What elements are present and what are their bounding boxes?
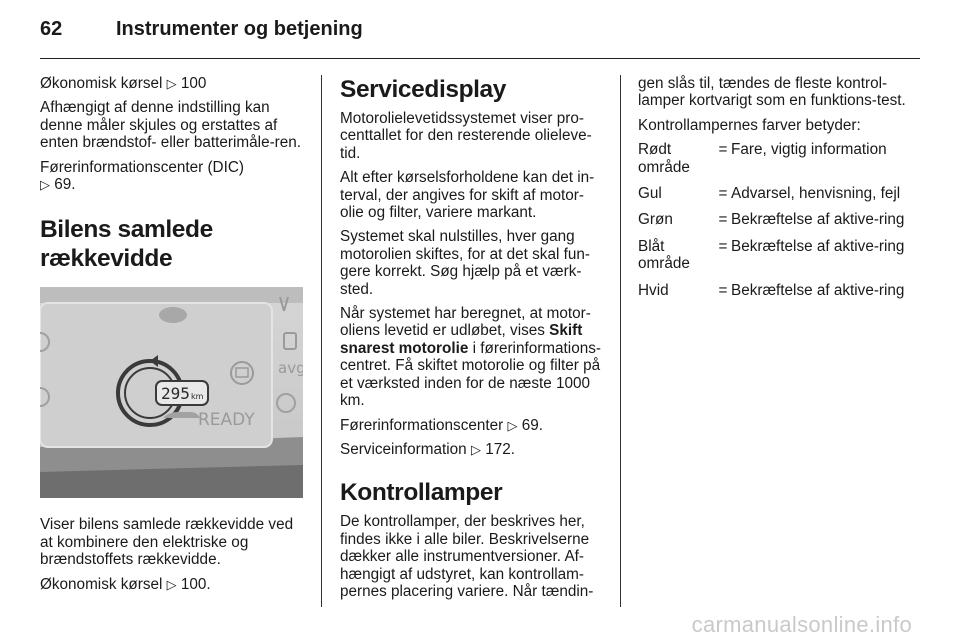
paragraph: Kontrollampernes farver betyder: — [638, 116, 861, 134]
range-unit: km — [191, 392, 204, 402]
ready-text: READY — [198, 410, 255, 431]
definition-text: Bekræftelse af aktive-ring — [731, 211, 905, 229]
photo-caption: Viser bilens samlede rækkevidde ved at kombinere den elektriske og brændstoffets rækkevidde. — [40, 516, 294, 569]
section-heading: Kontrollamper — [340, 479, 503, 507]
cluster-photo-image — [40, 287, 303, 498]
definition-term: Blåt område — [638, 237, 690, 273]
column-divider-2 — [620, 75, 621, 607]
crossref-arrow-icon: ▷ — [470, 441, 481, 457]
section-heading: Bilens samlede rækkevidde — [40, 216, 213, 273]
crossref-dic: Førerinformationscenter ▷ 69. — [340, 416, 543, 434]
definition-term: Grøn — [638, 211, 673, 229]
paragraph: Når systemet har beregnet, at motor-oliens levetid er udløbet, vises Skift snarest motorolie i førerinformations-centret. Få skiftet motorolie og filter på et værksted inden for de næste 1000 km. — [340, 305, 601, 410]
crossref-link[interactable]: 100. — [180, 575, 211, 593]
definition-text: Bekræftelse af aktive-ring — [731, 281, 905, 299]
definition-text: Advarsel, henvisning, fejl — [731, 185, 901, 203]
crossref-arrow-icon: ▷ — [166, 76, 177, 91]
paragraph: Afhængigt af denne indstilling kan denne måler skjules og erstattes af enten brændstof- eller batterimåle-ren. — [40, 99, 302, 152]
equals-sign: = — [718, 185, 728, 203]
crossref-service: Serviceinformation ▷ 172. — [340, 440, 515, 458]
crossref-arrow-icon: ▷ — [40, 177, 50, 193]
avg-text: avg — [278, 359, 303, 378]
display-message: Skift snarest motorolie — [340, 322, 583, 357]
column-divider-1 — [321, 75, 322, 607]
page-number: 62 — [40, 18, 63, 40]
definition-term: Rødt område — [638, 141, 690, 176]
page-header — [40, 18, 363, 41]
definition-term: Gul — [638, 185, 662, 203]
crossref-dic: Førerinformationscenter (DIC) ▷ 69. — [40, 158, 244, 194]
section-heading: Servicedisplay — [340, 76, 507, 103]
crossref-link[interactable]: 100 — [180, 75, 207, 92]
crossref-link[interactable]: 69. — [521, 416, 543, 434]
header-rule — [40, 58, 920, 59]
color-definition-list — [638, 141, 906, 299]
paragraph: gen slås til, tændes de fleste kontrol-lamper kortvarigt som en funktions-test. — [638, 75, 906, 110]
crossref-eco-2: Økonomisk kørsel ▷ 100. — [40, 575, 211, 593]
definition-term: Hvid — [638, 281, 669, 299]
page-title: Instrumenter og betjening — [116, 18, 363, 40]
equals-sign: = — [718, 141, 728, 159]
paragraph: De kontrollamper, der beskrives her, findes ikke i alle biler. Beskrivelserne dækker alle instrumentversioner. Af-hængigt af udstyret, kan kontrollam-pernes placering variere. Når tændin- — [340, 513, 594, 600]
cluster-photo — [40, 287, 303, 498]
paragraph: Motorolielevetidssystemet viser pro-centtallet for den resterende olieleve-tid. — [340, 110, 592, 162]
column-1 — [40, 75, 308, 600]
equals-sign: = — [718, 237, 728, 255]
crossref-eco-1: Økonomisk kørsel ▷ 100 — [40, 75, 207, 92]
paragraph: Alt efter kørselsforholdene kan det in-terval, der angives for skift af motor-olie og filter, variere markant. — [340, 169, 595, 222]
column-3 — [638, 75, 906, 299]
column-2 — [340, 75, 604, 607]
crossref-link[interactable]: 172. — [485, 440, 515, 458]
range-value: 295 — [161, 384, 190, 404]
equals-sign: = — [718, 211, 728, 229]
watermark: carmanualsonline.info — [691, 612, 912, 637]
crossref-link[interactable]: 69. — [54, 176, 76, 194]
paragraph: Systemet skal nulstilles, hver gang motorolien skiftes, for at det skal fun-gere korrekt. Søg hjælp på et værk-sted. — [340, 228, 590, 298]
definition-text: Fare, vigtig information — [731, 141, 887, 159]
definition-text: Bekræftelse af aktive-ring — [731, 237, 905, 255]
crossref-arrow-icon: ▷ — [166, 576, 177, 592]
crossref-arrow-icon: ▷ — [507, 417, 518, 433]
equals-sign: = — [718, 281, 728, 299]
